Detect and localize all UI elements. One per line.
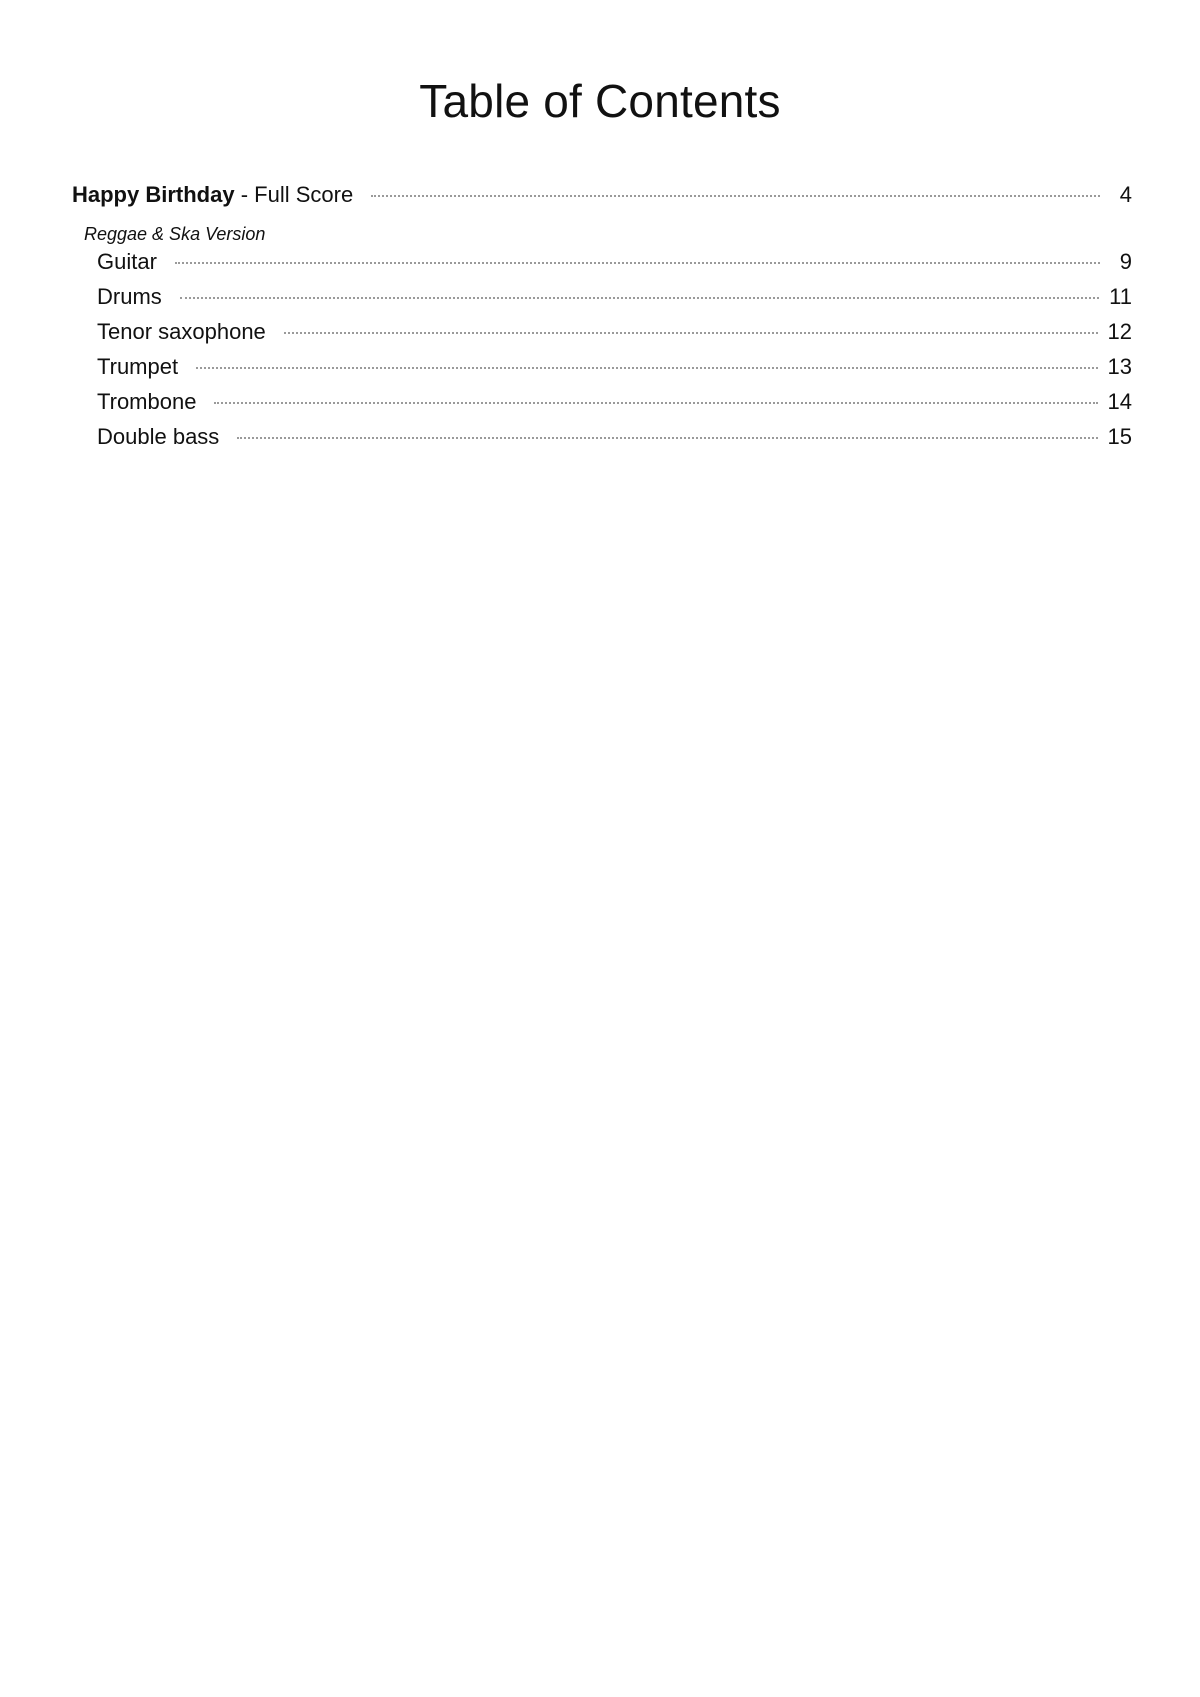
toc-entry-title-suffix: - Full Score xyxy=(234,182,354,207)
dot-leader xyxy=(371,195,1100,197)
toc-entry-trumpet[interactable] xyxy=(72,354,1132,389)
toc-entry-label: Tenor saxophone xyxy=(97,319,266,344)
toc-page-number: 14 xyxy=(1107,389,1132,414)
toc-entry-guitar[interactable] xyxy=(72,249,1132,284)
toc-subheading: Reggae & Ska Version xyxy=(84,224,266,244)
toc-entry-trombone[interactable] xyxy=(72,389,1132,424)
page-title: Table of Contents xyxy=(419,75,781,127)
toc-entry-drums[interactable] xyxy=(72,284,1132,319)
toc-page-number: 13 xyxy=(1107,354,1132,379)
dot-leader xyxy=(237,437,1097,439)
toc-entry-label: Guitar xyxy=(97,249,157,274)
toc-entry-title-bold: Happy Birthday xyxy=(72,182,235,207)
toc-entry-label: Trombone xyxy=(97,389,197,414)
dot-leader xyxy=(180,297,1099,299)
toc-entry-tenor-saxophone[interactable] xyxy=(72,319,1132,354)
toc-entry-full-score[interactable] xyxy=(72,182,1132,218)
toc-entry-label: Drums xyxy=(97,284,162,309)
toc-entry-label: Trumpet xyxy=(97,354,179,379)
toc-page-number: 9 xyxy=(1119,249,1132,274)
toc-entry-double-bass[interactable] xyxy=(72,424,1132,459)
toc-page-number: 15 xyxy=(1107,424,1132,449)
dot-leader xyxy=(284,332,1098,334)
toc-page-number: 4 xyxy=(1119,182,1132,207)
toc-entry-label: Double bass xyxy=(97,424,220,449)
toc-page-number: 11 xyxy=(1109,284,1132,309)
dot-leader xyxy=(214,402,1097,404)
table-of-contents xyxy=(72,182,1132,459)
toc-entry-title xyxy=(72,182,353,208)
dot-leader xyxy=(196,367,1097,369)
dot-leader xyxy=(175,262,1100,264)
toc-page-number: 12 xyxy=(1107,319,1132,344)
